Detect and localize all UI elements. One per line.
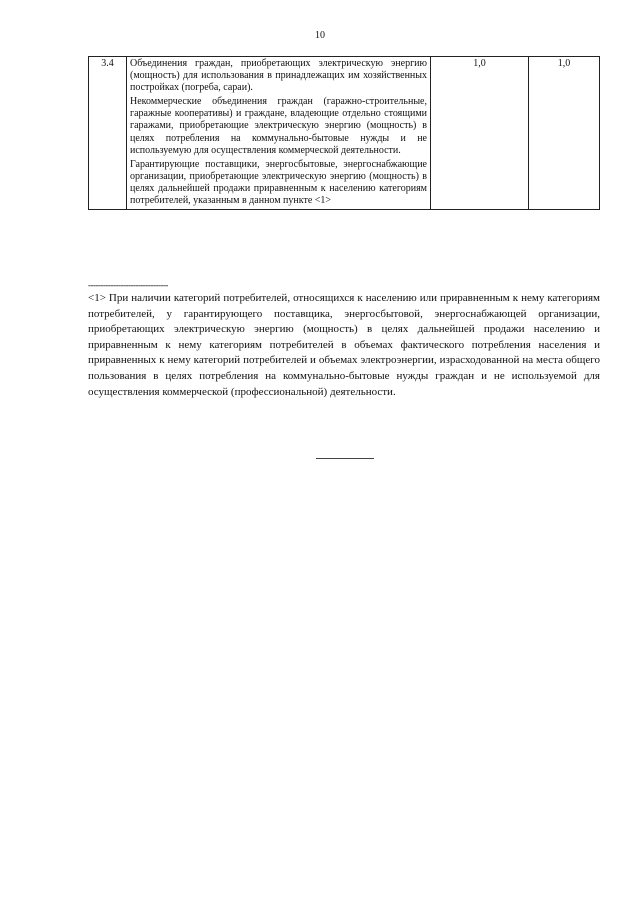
row-number-cell: 3.4 — [89, 57, 127, 210]
row-description-cell — [127, 57, 431, 210]
row-value-cell-2: 1,0 — [529, 57, 600, 210]
description-paragraph: Гарантирующие поставщики, энергосбытовые, энергоснабжающие организации, приобретающие электрическую энергию (мощность) в целях дальнейшей продажи приравненным к населению категориям потребителей, указанным в данном пункте <1> — [130, 158, 427, 207]
description-paragraph: Некоммерческие объединения граждан (гаражно-строительные, гаражные кооперативы) и граждане, владеющие отдельно стоящими гаражами, приобретающие электрическую энергию (мощность) в целях потребления на коммунально-бытовые нужды и не используемую для осуществления коммерческой деятельности. — [130, 96, 427, 156]
row-value-cell-1: 1,0 — [431, 57, 529, 210]
table-row — [89, 57, 600, 210]
tariff-table — [88, 56, 600, 210]
footnote-text: <1> При наличии категорий потребителей, относящихся к населению или приравненным к нему категориям потребителей, у гарантирующего поставщика, энергосбытовой, энергоснабжающей организации, приобретающих электрическую энергию (мощность) в целях дальнейшей продажи населению и приравненным к нему категориям потребителей в объемах фактического потребления населения и приравненных к нему категорий потребителей и объемах электроэнергии, израсходованной на места общего пользования в целях потребления на коммунально-бытовые нужды граждан и не используемой для осуществления коммерческой (профессиональной) деятельности. — [88, 292, 600, 398]
end-divider — [316, 458, 374, 459]
footnote-separator: -------------------------------- — [88, 280, 168, 290]
description-paragraph: Объединения граждан, приобретающих электрическую энергию (мощность) для использования в принадлежащих им хозяйственных постройках (погреба, сараи). — [130, 58, 427, 94]
page-number: 10 — [315, 30, 325, 41]
